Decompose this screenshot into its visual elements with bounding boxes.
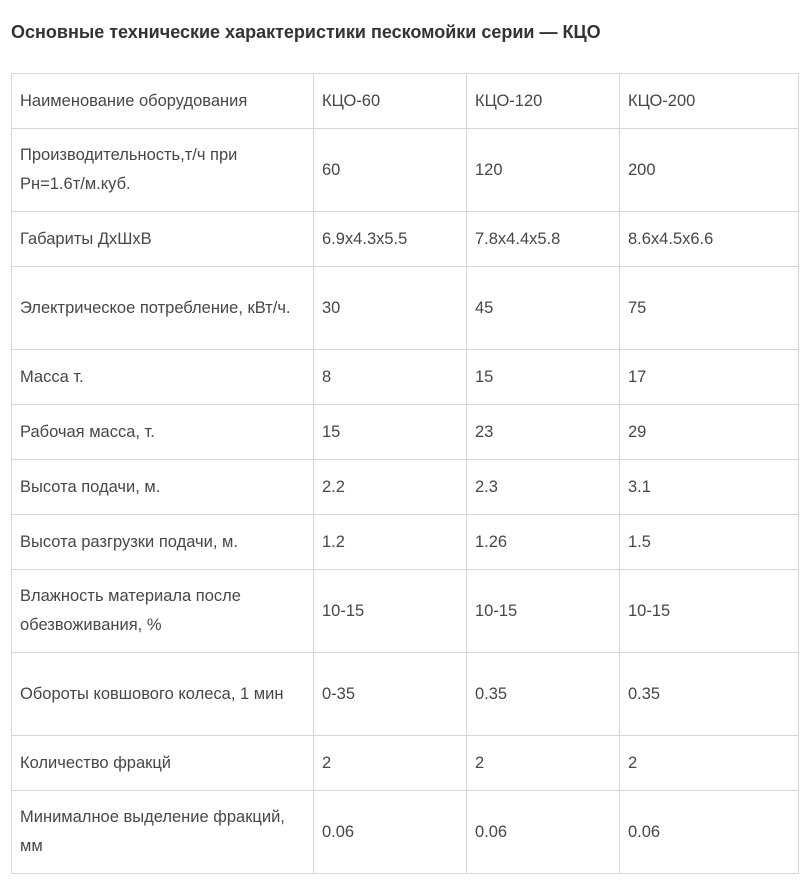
table-header-row <box>12 74 799 129</box>
table-row <box>12 267 799 350</box>
table-row <box>12 460 799 515</box>
page-title: Основные технические характеристики пескомойки серии — КЦО <box>11 22 601 42</box>
table-cell: 15 <box>314 405 467 460</box>
specs-table <box>11 73 799 874</box>
table-cell: Масса т. <box>12 350 314 405</box>
table-cell: 120 <box>467 129 620 212</box>
table-cell: 0-35 <box>314 653 467 736</box>
table-cell: КЦО-200 <box>620 74 799 129</box>
table-cell: 2.3 <box>467 460 620 515</box>
table-cell: 0.35 <box>620 653 799 736</box>
table-cell: КЦО-120 <box>467 74 620 129</box>
table-row <box>12 515 799 570</box>
table-cell: 6.9х4.3х5.5 <box>314 212 467 267</box>
table-cell: Минималное выделение фракций, мм <box>12 791 314 874</box>
table-cell: 0.35 <box>467 653 620 736</box>
table-row <box>12 791 799 874</box>
table-cell: Количество фракцй <box>12 736 314 791</box>
table-row <box>12 405 799 460</box>
table-cell: Производительность,т/ч при Рн=1.6т/м.куб. <box>12 129 314 212</box>
table-cell: 15 <box>467 350 620 405</box>
table-cell: 10-15 <box>620 570 799 653</box>
table-cell: 7.8х4.4х5.8 <box>467 212 620 267</box>
table-cell: 0.06 <box>314 791 467 874</box>
table-cell: 200 <box>620 129 799 212</box>
table-cell: 1.2 <box>314 515 467 570</box>
table-cell: Рабочая масса, т. <box>12 405 314 460</box>
table-cell: 0.06 <box>467 791 620 874</box>
table-cell: 3.1 <box>620 460 799 515</box>
table-row <box>12 350 799 405</box>
table-cell: 30 <box>314 267 467 350</box>
table-cell: 8.6х4.5х6.6 <box>620 212 799 267</box>
table-cell: 1.5 <box>620 515 799 570</box>
table-cell: 0.06 <box>620 791 799 874</box>
table-cell: Наименование оборудования <box>12 74 314 129</box>
table-cell: 2 <box>467 736 620 791</box>
table-cell: 2.2 <box>314 460 467 515</box>
table-cell: Высота подачи, м. <box>12 460 314 515</box>
table-cell: 75 <box>620 267 799 350</box>
table-cell: КЦО-60 <box>314 74 467 129</box>
table-cell: 2 <box>620 736 799 791</box>
table-cell: 10-15 <box>467 570 620 653</box>
table-cell: 17 <box>620 350 799 405</box>
table-cell: 60 <box>314 129 467 212</box>
table-row <box>12 129 799 212</box>
table-row <box>12 736 799 791</box>
table-row <box>12 570 799 653</box>
table-cell: Габариты ДхШхВ <box>12 212 314 267</box>
table-cell: Высота разгрузки подачи, м. <box>12 515 314 570</box>
table-cell: 1.26 <box>467 515 620 570</box>
table-cell: 29 <box>620 405 799 460</box>
table-cell: 10-15 <box>314 570 467 653</box>
table-cell: 45 <box>467 267 620 350</box>
table-cell: 23 <box>467 405 620 460</box>
table-row <box>12 653 799 736</box>
table-cell: Обороты ковшового колеса, 1 мин <box>12 653 314 736</box>
table-cell: Влажность материала после обезвоживания, % <box>12 570 314 653</box>
table-cell: 8 <box>314 350 467 405</box>
table-row <box>12 212 799 267</box>
table-cell: Электрическое потребление, кВт/ч. <box>12 267 314 350</box>
table-cell: 2 <box>314 736 467 791</box>
